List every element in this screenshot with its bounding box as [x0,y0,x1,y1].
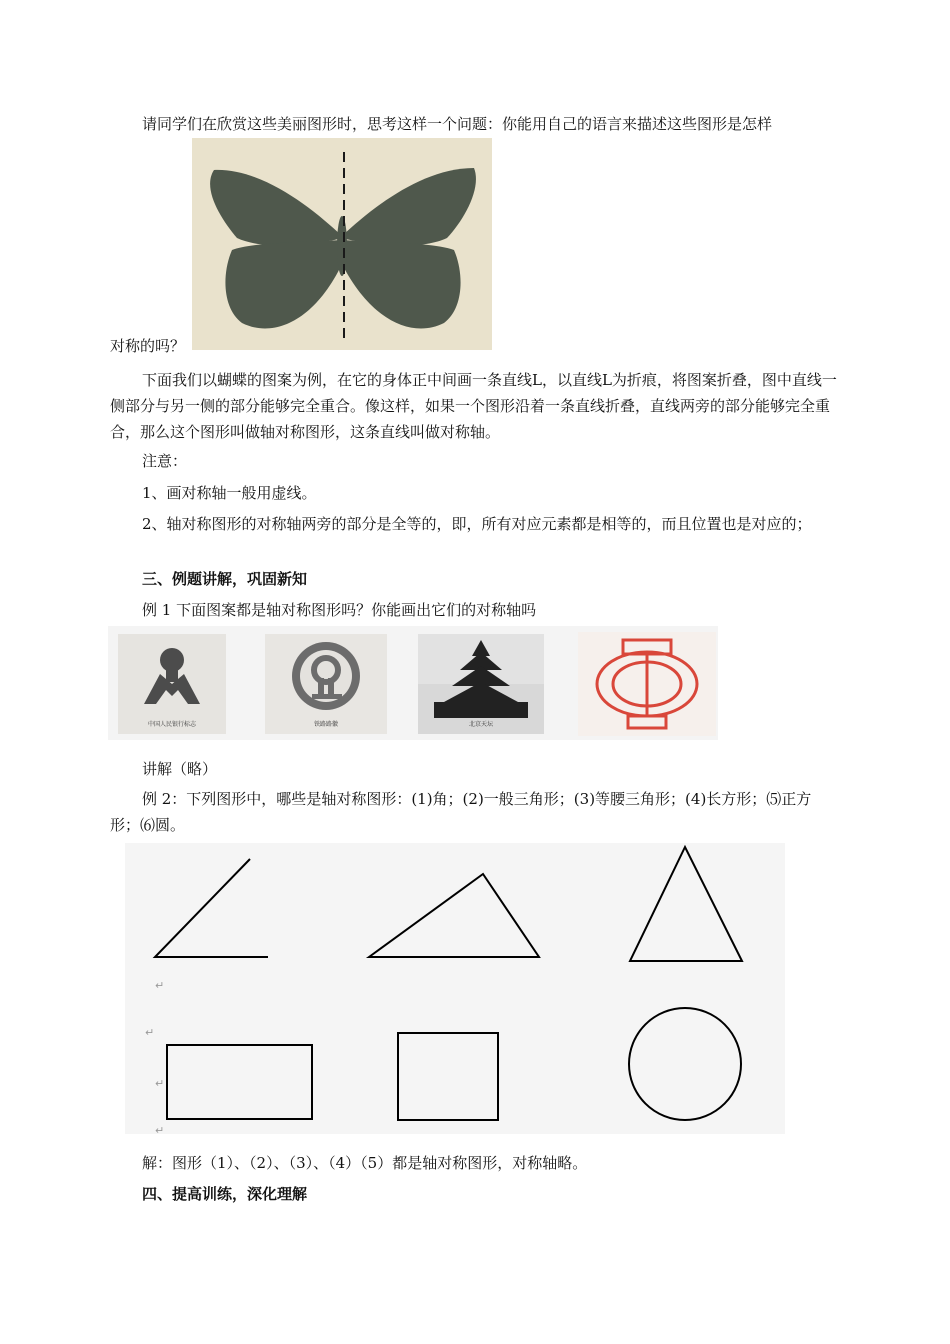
papercut-image [578,632,716,736]
bank-logo-image [118,634,226,734]
angle-shape [155,859,268,957]
note-item-2: 2、轴对称图形的对称轴两旁的部分是全等的，即，所有对应元素都是相等的，而且位置也是对应的； [142,515,812,533]
temple-image [418,634,544,734]
example-1-text: 例 1 下面图案都是轴对称图形吗？你能画出它们的对称轴吗 [142,601,537,619]
example-2-text: 例 2：下列图形中，哪些是轴对称图形：(1)角；(2)一般三角形；(3)等腰三角形；(4)长方形；⑸正方形；⑹圆。 [110,790,812,834]
butterfly-image [192,138,492,350]
railway-logo-image [265,634,387,734]
intro-text-line2: 对称的吗？ [110,337,186,355]
square-shape [398,1033,498,1120]
explain-text: 讲解（略） [142,760,218,778]
circle-shape [629,1008,741,1120]
paragraph-mark: ↵ [155,979,165,992]
section-3-heading: 三、例题讲解，巩固新知 [142,570,308,588]
intro-text-line1: 请同学们在欣赏这些美丽图形时，思考这样一个问题：你能用自己的语言来描述这些图形是怎样 [142,115,773,133]
rectangle-shape [167,1045,312,1119]
paragraph-mark: ↵ [145,1026,155,1039]
note-item-1: 1、画对称轴一般用虚线。 [142,484,317,502]
scalene-triangle-shape [369,874,539,957]
answer-text: 解：图形（1）、（2）、（3）、（4）（5）都是轴对称图形，对称轴略。 [142,1154,588,1172]
temple-caption: 北京天坛 [468,721,494,728]
paragraph-mark: ↵ [155,1124,165,1134]
note-title: 注意： [142,452,188,470]
paragraph-mark: ↵ [155,1077,165,1090]
example-2-shapes-figure [125,843,785,1134]
railway-logo-caption: 铁路路徽 [313,721,339,728]
example-1-image-strip [108,626,718,740]
isosceles-triangle-shape [630,847,742,961]
definition-paragraph: 下面我们以蝴蝶的图案为例，在它的身体正中间画一条直线L，以直线L为折痕，将图案折叠，图中直线一侧部分与另一侧的部分能够完全重合。像这样，如果一个图形沿着一条直线折叠，直线两旁的部分能够完全重合，那么这个图形叫做轴对称图形，这条直线叫做对称轴。 [110,371,837,441]
section-4-heading: 四、提高训练，深化理解 [142,1185,308,1203]
bank-logo-caption: 中国人民银行标志 [147,721,197,728]
